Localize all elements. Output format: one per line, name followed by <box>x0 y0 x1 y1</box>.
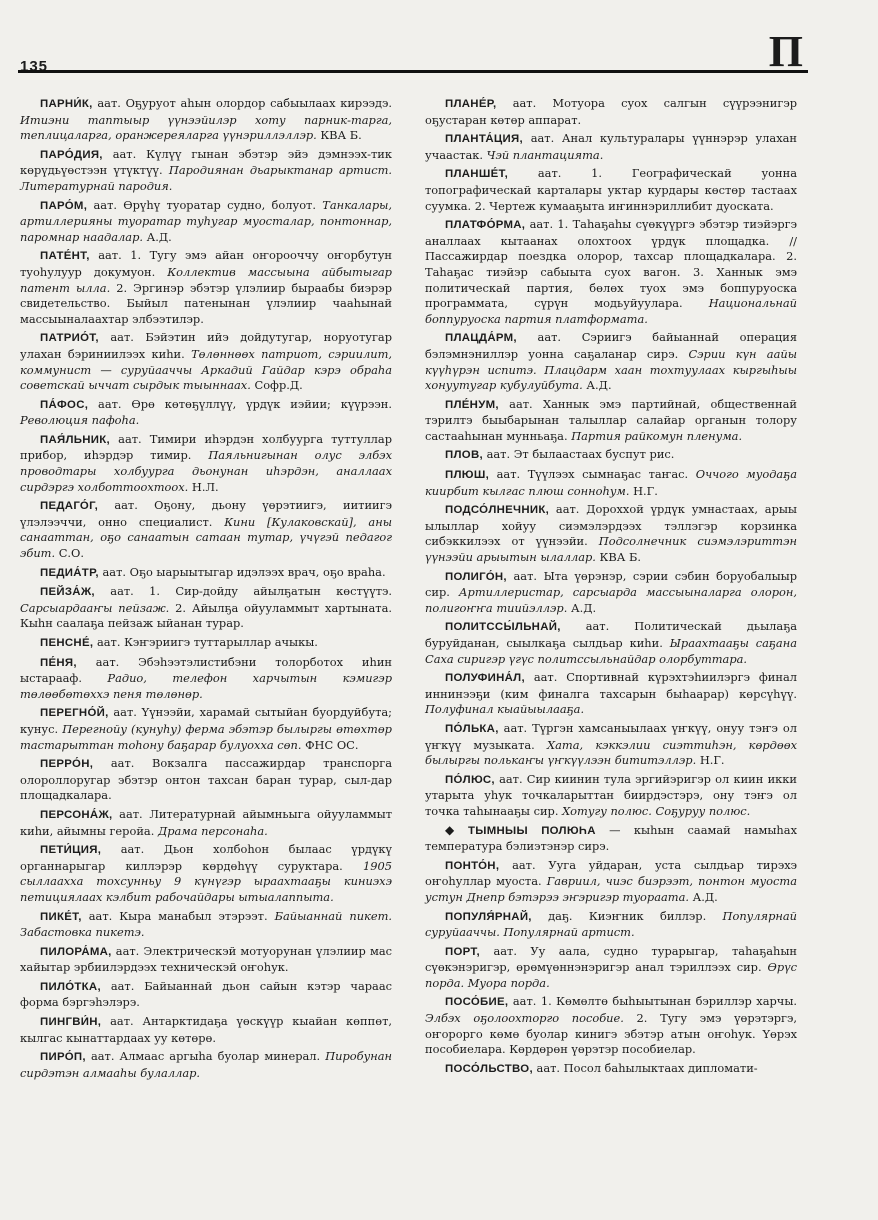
entry-headword: ПЛОВ, <box>445 449 483 462</box>
entry-example: Чэй плантацията. <box>486 147 604 162</box>
entry-definition: аат. Сир киинин тула эргийэригэр ол киин икки утарыта уһук точкаларыттан биирдэстэрэ, ону тэҥэ ол точка таһынааҕы сир. <box>425 771 797 818</box>
entry-definition: аат. Үүнээйи, харамай сытыйан буордуйбута; кунус. <box>20 705 392 736</box>
dictionary-entry <box>20 498 392 561</box>
dictionary-entry <box>20 584 392 632</box>
entry-example: Полуфинал кыайыылааҕа. <box>425 702 585 717</box>
entry-headword: ПЕДИА́ТР, <box>40 566 99 579</box>
entry-headword: ПАРНИ́К, <box>40 98 93 110</box>
dictionary-entry <box>20 1049 392 1081</box>
entry-example: Коллектив массыына айбытыгар патент ылла. <box>20 264 392 295</box>
entry-headword: ПОРТ, <box>445 945 480 958</box>
dictionary-entry <box>20 944 392 976</box>
entry-headword: ПОЛУФИНА́Л, <box>445 672 525 685</box>
entry-example: Төлөннөөх патриот, сэриилит, коммунист — суруйааччы Аркадий Гайдар кэрэ обраһа советскай ыччат сырдык тыыннаах. <box>20 346 392 393</box>
entry-headword: ПОСО́ЛЬСТВО, <box>445 1062 533 1075</box>
entry-example: Сарсыардааҥы пейзаж. <box>20 600 170 615</box>
dictionary-entry <box>425 670 797 718</box>
entry-definition: аат. Электрическэй мотуорунан үлэлиир мас хайытар эрбиилэрдээх техническэй оҥоһук. <box>20 943 392 975</box>
entry-example: Хотугу полюс. Соҕуруу полюс. <box>562 803 751 818</box>
entry-example: Партия райкомун пленума. <box>571 428 743 443</box>
header-rule <box>18 70 808 73</box>
entry-headword: ПЕНСНЕ́, <box>40 637 94 649</box>
entry-definition: аат. Алмаас аргыһа буолар минерал. <box>90 1049 326 1064</box>
entry-headword: ПЛАНШЕ́Т, <box>445 168 509 181</box>
entry-source: С.О. <box>55 546 85 561</box>
entry-definition: аат. Антарктидаҕа үөскүүр кыайан көппөт, кылгас кынаттардаах уу көтөрө. <box>20 1014 392 1045</box>
dictionary-entry <box>425 131 797 163</box>
entry-source: Н.Г. <box>629 483 658 498</box>
dictionary-entry <box>20 147 392 195</box>
dictionary-entry <box>425 502 797 565</box>
entry-source: КВА Б. <box>595 550 641 565</box>
entry-example: Подсолнечник сиэмэлэриттэн үүнээйи арыытын ылаллар. <box>425 534 797 565</box>
entry-headword: ТЫМНЫЫ ПОЛЮҺА <box>468 824 596 837</box>
entry-headword: ПОНТО́Н, <box>445 859 500 872</box>
entry-definition: аат. Түргэн хамсаныылаах үҥкүү, онуу тэҥэ ол үҥкүү музыката. <box>425 720 797 752</box>
entry-definition: аат. 1. Таһаҕаһы сүөкүүргэ эбэтэр тиэйэргэ аналлаах кытаанах олохтоох үрдүк площадка. // Пассажирдар поездка олорор, тахсар площадкалара. 2. Таһаҕас тиэйэр сабыыта суох вагон. 3. Ханнык эмэ политическай партия, бөлөх туох эмэ боппуруоска программата, сүрүн модьуйуулара. <box>425 217 797 311</box>
dictionary-entry <box>425 994 797 1057</box>
entry-headword: ПАТЕ́НТ, <box>40 250 90 263</box>
entry-example: Радио, телефон харчытын кэмигэр төлөөбөтөххэ пеня төлөнөр. <box>20 671 392 701</box>
entry-example: Өрүс порда. Муора порда. <box>425 960 797 990</box>
dictionary-entry <box>425 467 797 499</box>
entry-example: Итиэни таптыыр үүнээйилэр хоту парник-тарга, теплицаларга, оранжереяларга үүнэриллэллэр. <box>20 112 392 143</box>
entry-headword: ПОПУЛЯ́РНАЙ, <box>445 910 532 923</box>
entry-headword: ПАТРИО́Т, <box>40 332 99 345</box>
entry-example: Национальнай боппуруоска партия платформата. <box>425 296 797 326</box>
entry-example: Элбэх оҕолоохторго пособие. <box>425 1011 624 1026</box>
dictionary-entry <box>425 1061 797 1078</box>
entry-example: Танкалары, артиллерияны туоратар туһугар муосталар, понтоннар, паромнар наадалар. <box>20 197 393 244</box>
entry-example: 1905 сыллааххa тохсунньу 9 күнүгэр ыраахтааҕы киниэхэ петициялаах кэлбит рабочайдары ытыалаппыта. <box>20 858 392 904</box>
dictionary-entry <box>425 397 797 445</box>
entry-source: 2. Айылҕа ойууламмыт хартыната. Кыһн саалаҕа пейзаж ыйанан турар. <box>20 600 393 631</box>
entry-definition: — кыһын саамай намыһах температура бэлиэтэнэр сирэ. <box>425 822 797 854</box>
entry-example: Хата, кэккэлии сиэттиһэн, көрдөөх былыргы полькаҥы үҥкүүлээн бититэллэр. <box>425 737 797 768</box>
dictionary-entry <box>20 979 392 1011</box>
entry-definition: аат. Оҕону, дьону үөрэтиигэ, иитиигэ үлэлээччи, онно специалист. <box>20 498 392 529</box>
entry-example: Перегнойу (кунуһу) ферма эбэтэр былыргы өтөхтөр тастарыттан тоһону баҕарар булуоххa сөп. <box>20 721 392 752</box>
entry-definition: аат. Тимири иһэрдэн холбуурга туттуллар прибор, иһэрдэр тимир. <box>20 431 392 463</box>
entry-source: ФНС ОС. <box>301 737 359 752</box>
dictionary-entry <box>425 772 797 820</box>
entry-example: Популярнай суруйааччы. Популярнай артист. <box>425 908 797 940</box>
entry-example: Артиллеристар, сарсыарда массыыналарга олорон, полигоҥҥа тиийэллэр. <box>425 585 797 615</box>
right-column <box>425 96 797 1080</box>
entry-headword: ПОЛИГО́Н, <box>445 570 507 583</box>
dictionary-entry <box>20 397 392 429</box>
entry-headword: ПЕДАГО́Г, <box>40 500 99 513</box>
entry-headword: ПАРО́М, <box>40 199 88 212</box>
entry-headword: ПО́ЛЬКА, <box>445 722 499 735</box>
left-column <box>20 96 392 1084</box>
dictionary-entry <box>20 198 392 246</box>
entry-example: Драма персонаһа. <box>157 823 268 838</box>
entry-source: 2. Эргинэр эбэтэр үлэлиир быраабы биэрэр свидетельство. Быйыл патенынан үлэлиир чааһынай массыыналаахтар элбээтилэр. <box>20 280 392 326</box>
dictionary-entry <box>425 721 797 769</box>
entry-source: КВА Б. <box>316 128 362 143</box>
entry-definition: аат. Посол баһылыктаах дипломати- <box>536 1060 758 1075</box>
entry-definition: аат. Литературнай айымньыга ойууламмыт киһи, айымны геройа. <box>20 806 392 838</box>
dictionary-entry <box>20 248 392 327</box>
entry-definition: аат. Кэҥэриигэ туттарыллар ачыкы. <box>96 635 318 649</box>
dictionary-entry <box>425 823 797 855</box>
dictionary-entry <box>20 635 392 652</box>
entry-example: Оччого муодаҕа киирбит кылгас плюш сонноһум. <box>425 467 797 498</box>
entry-headword: ПЕРСОНА́Ж, <box>40 808 113 821</box>
entry-definition: аат. Ууга уйдаран, уста сылдьар тирэхэ оҥоһуллар муоста. <box>425 857 797 889</box>
entry-definition: аат. Дороххой үрдүк умнастаах, арыы ылыллар хойуу сиэмэлэрдээх тэллэгэр корзинка сибэккилээх от үүнээйи. <box>425 502 797 549</box>
entry-headword: ПИКЕ́Т, <box>40 910 82 923</box>
entry-source: А.Д. <box>582 378 612 393</box>
page-number: 135 <box>20 58 49 75</box>
dictionary-entry <box>20 565 392 582</box>
entry-headword: ПОЛИТССЫ́ЛЬНАЙ, <box>445 621 561 634</box>
dictionary-entry <box>425 858 797 906</box>
entry-definition: аат. Эт былаастаах буспут рис. <box>486 447 675 462</box>
dictionary-entry <box>20 655 392 703</box>
dictionary-entry <box>20 756 392 804</box>
entry-example: Паяльнигынан олус элбэх проводтары холбуурга дьонунан иһэрдэн, аналлаах сирдэргэ холботтоохтоох. <box>20 448 392 494</box>
entry-example: Байыаннай пикет. Забастовка пикетэ. <box>20 908 392 940</box>
entry-headword: ПАЯ́ЛЬНИК, <box>40 433 111 446</box>
entry-source: Н.Л. <box>188 479 219 494</box>
dictionary-entry <box>20 807 392 839</box>
entry-headword: ПИНГВИ́Н, <box>40 1016 102 1029</box>
dictionary-entry <box>20 1014 392 1046</box>
dictionary-entry <box>20 432 392 495</box>
entry-definition: аат. Ыта үөрэнэр, сэрии сэбин боруобалыыр сир. <box>425 568 797 600</box>
entry-source: 2. Тугу эмэ үөрэтэргэ, оҥорорго көмө буолар кинигэ эбэтэр атын оҥоһук. Үөрэх пособиелара. Көрдөрөн үөрэтэр пособиелар. <box>425 1011 797 1057</box>
entry-definition: аат. 1. Сир-дойду айылҕатын көстүүтэ. <box>110 584 392 599</box>
entry-headword: ПОСО́БИЕ, <box>445 996 509 1009</box>
entry-definition: даҕ. Киэҥник биллэр. <box>548 908 723 923</box>
dictionary-entry <box>425 96 797 128</box>
entry-headword: ПЕРРО́Н, <box>40 758 94 771</box>
dictionary-entry <box>425 944 797 992</box>
dictionary-entry <box>425 166 797 214</box>
entry-headword: ПИРО́П, <box>40 1051 86 1064</box>
entry-headword: ПЛЮШ, <box>445 469 490 482</box>
dictionary-entry <box>20 96 392 144</box>
entry-definition: аат. Түүлээх сымнаҕас таҥас. <box>496 467 696 482</box>
entry-source: Софр.Д. <box>250 378 303 393</box>
entry-definition: аат. Мотуора суох салгын сүүрээнигэр оҕустаран көтөр аппарат. <box>425 96 797 127</box>
entry-definition: аат. Уу аала, судно турарыгар, таһаҕаһын сүөкэнэригэр, өрөмүөннэнэригэр анал тэриллээх сир. <box>425 943 797 975</box>
diamond-icon: ◆ <box>445 822 465 837</box>
entry-example: Пародиянан дьарыктанар артист. Литературнай пародия. <box>20 163 392 193</box>
entry-headword: ПИЛО́ТКА, <box>40 980 101 993</box>
entry-definition: аат. Спортивнай күрэхтэһиилэргэ финал иннинээҕи (ким финалга тахсарын быһаарар) көрсүһүү. <box>425 670 797 701</box>
dictionary-entry <box>425 619 797 667</box>
entry-headword: ПЕРЕГНО́Й, <box>40 707 109 720</box>
entry-definition: аат. Политическай дьылаҕа буруйданан, сыылкаҕа сылдьар киһи. <box>425 619 797 650</box>
entry-definition: аат. Оҕуруот аһын олордор сабыылаах кирээдэ. <box>97 96 392 110</box>
entry-definition: аат. Ханнык эмэ партийнай, общественнай тэрилтэ быыбарынан талыллар салайар органын толору састааһынан мунньаҕа. <box>425 396 797 443</box>
dictionary-entry <box>20 909 392 941</box>
entry-headword: ПЕТИ́ЦИЯ, <box>40 844 102 857</box>
entry-headword: ПИЛОРА́МА, <box>40 945 112 958</box>
entry-example: Сэрии күн аайы күүһүрэн испитэ. Плацдарм хаан тохтуулаах кыргыһыы хонуутугар кубулуйбута. <box>425 346 797 393</box>
entry-definition: аат. Өрүһү туоратар судно, болуот. <box>93 197 323 212</box>
entry-example: Ыраахтааҕы саҕана Саха сиригэр үгүс политссыльнайдар олорбуттара. <box>425 636 797 666</box>
entry-headword: ПА́ФОС, <box>40 398 89 411</box>
entry-definition: аат. Сэриигэ байыаннай операция бэлэмнэниллэр уонна саҕаланар сирэ. <box>425 330 797 361</box>
entry-definition: аат. Дьон холбоһон былаас үрдүкү органнарыгар киллэрэр көрдөһүү суруктара. <box>20 842 392 873</box>
entry-definition: аат. 1. Көмөлтө быһыытынан бэриллэр харчы. <box>512 994 798 1009</box>
entry-headword: ПЛАЦДА́РМ, <box>445 332 517 345</box>
entry-example: Кини [Кулаковскай], аны санааттан, оҕо санаатын сатаан тутар, үчүгэй педагог эбит. <box>20 514 392 561</box>
entry-definition: аат. Өрө көтөҕүллүү, үрдүк иэйии; күүрээн. <box>98 396 392 411</box>
dictionary-entry <box>425 217 797 327</box>
entry-source: А.Д. <box>567 600 597 615</box>
section-letter: П <box>768 27 803 76</box>
entry-example: Гавриил, чиэс биэрээт, понтон муоста устун Днепр бэтэрээ эҥэригэр туораата. <box>425 874 797 904</box>
dictionary-entry <box>20 330 392 393</box>
entry-example: Революция пафоһа. <box>20 413 140 428</box>
dictionary-entry <box>425 909 797 941</box>
entry-headword: ПАРО́ДИЯ, <box>40 148 103 161</box>
entry-definition: аат. Анал культуралары үүннэрэр улахан учаастак. <box>425 131 797 162</box>
entry-headword: ПЛАНЕ́Р, <box>445 98 497 110</box>
entry-definition: аат. Кыра манабыл этэрээт. <box>88 908 275 923</box>
entry-definition: аат. Күлүү гынан эбэтэр эйэ дэмнээх-тик көрүдьүөстээн үтүктүү. <box>20 146 392 178</box>
entry-headword: ПО́ЛЮС, <box>445 773 495 786</box>
entry-source: А.Д. <box>142 229 172 244</box>
entry-headword: ПЛЕ́НУМ, <box>445 398 499 411</box>
dictionary-entry <box>425 447 797 464</box>
entry-headword: ПЛАТФО́РМА, <box>445 219 526 232</box>
entry-headword: ПОДСО́ЛНЕЧНИК, <box>445 504 550 517</box>
entry-definition: аат. Эбэһээтэлистибэни толорботох иһин ыстарааф. <box>20 654 392 686</box>
entry-source: А.Д. <box>689 889 718 904</box>
entry-definition: аат. Байыаннай дьон сайын кэтэр чараас форма бэргэһэлэрэ. <box>20 978 392 1010</box>
dictionary-entry <box>425 569 797 617</box>
entry-headword: ПЕ́НЯ, <box>40 656 77 669</box>
dictionary-entry <box>20 705 392 753</box>
entry-source: Н.Г. <box>696 753 725 768</box>
entry-definition: аат. 1. Географическай уонна топографическай карталары уктар курдары көстөр тастаах суумка. 2. Чертеж кумааҕыта иҥиннэриллибит дуоската. <box>425 166 797 213</box>
entry-definition: аат. Бэйэтин ийэ дойдутугар, норуотугар улахан бэриниилээх киһи. <box>20 330 393 361</box>
entry-definition: аат. Вокзалга пассажирдар транспорга олороллоругар эбэтэр онтон тахсан баран турар, сыл-дар площадкалара. <box>20 756 392 803</box>
entry-example: Пиробунан сирдэтэн алмааһы булаллар. <box>20 1049 393 1080</box>
dictionary-entry <box>425 330 797 393</box>
entry-definition: аат. Оҕо ыарыытыгар идэлээх врач, оҕо враһа. <box>102 564 386 579</box>
entry-headword: ПЕЙЗА́Ж, <box>40 586 95 599</box>
entry-headword: ПЛАНТА́ЦИЯ, <box>445 133 523 146</box>
entry-definition: аат. 1. Тугу эмэ айан оҥорооччу оҥорбутун туоһулуур докумуон. <box>20 248 392 279</box>
dictionary-entry <box>20 842 392 905</box>
